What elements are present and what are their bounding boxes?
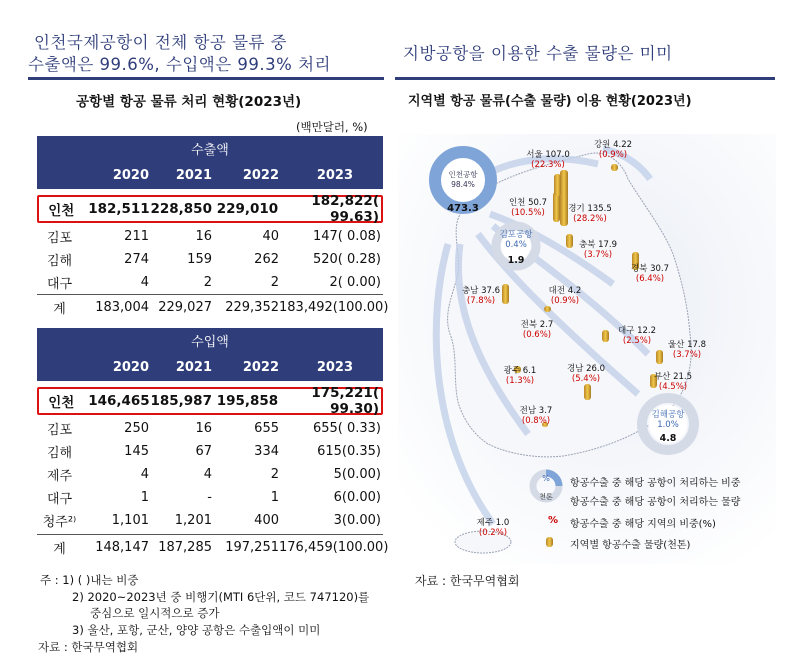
table-row — [37, 486, 383, 509]
table-cell: 197,251 — [225, 540, 279, 555]
legend-airport-volume: 항공수출 중 해당 공항이 처리하는 물량 — [570, 497, 741, 508]
region-label-jeonnam: 전남 3.7 (0.8%) — [519, 406, 553, 426]
region-label-jeju: 제주 1.0 (0.2%) — [476, 518, 510, 538]
right-headline: 지방공항을 이용한 수출 물량은 미미 — [403, 44, 673, 63]
table-cell: 159 — [187, 252, 212, 267]
table-title: 공항별 항공 물류 처리 현황(2023년) — [76, 94, 302, 110]
left-headline-line1: 인천국제공항이 전체 항공 물류 중 — [34, 33, 288, 52]
table-cell: 4 — [140, 275, 149, 290]
table-cell: 334 — [254, 444, 279, 459]
table-cell: 229,027 — [158, 300, 212, 315]
table-cell: 175,221( 99.30) — [311, 385, 379, 417]
gimhae-airport-value: 4.8 — [659, 433, 677, 444]
region-label-ulsan: 울산 17.8 (3.7%) — [667, 340, 707, 360]
unit-label: (백만달러, %) — [296, 120, 368, 134]
row-label: 대구 — [46, 277, 73, 292]
legend-coin — [546, 537, 553, 547]
table-cell: 228,850 — [150, 201, 212, 217]
table-cell: 520( 0.28) — [312, 252, 381, 267]
row-label: 김해 — [46, 254, 73, 269]
coin-stack-gyeonggi — [554, 174, 561, 196]
table-cell: 262 — [254, 252, 279, 267]
table-cell: 229,010 — [216, 201, 279, 217]
year-cell: 2021 — [175, 167, 212, 183]
year-cell: 2022 — [242, 359, 279, 375]
legend-donut-ton: 천톤 — [539, 493, 553, 501]
import-total-row — [37, 534, 389, 560]
table-cell: 183,004 — [95, 300, 149, 315]
region-label-gyeongbuk: 경북 30.7 (6.4%) — [630, 264, 670, 284]
region-label-jeonbuk: 전북 2.7 (0.6%) — [520, 320, 554, 340]
note-line: 주 : 1) ( )내는 비중 — [40, 573, 139, 587]
table-cell: 5(0.00) — [333, 467, 381, 482]
legend-percent-symbol: % — [548, 515, 559, 526]
table-cell: 1,101 — [111, 513, 149, 528]
year-cell: 2023 — [316, 167, 353, 183]
table-row — [37, 440, 383, 463]
import-year-header — [37, 353, 383, 381]
map-title: 지역별 항공 물류(수출 물량) 이용 현황(2023년) — [408, 94, 692, 109]
table-cell: 147( 0.08) — [312, 229, 381, 244]
region-label-gyeonggi: 경기 135.5 (28.2%) — [568, 204, 612, 224]
region-label-gangwon: 강원 4.22 (0.9%) — [593, 140, 633, 160]
year-cell: 2020 — [112, 167, 149, 183]
table-cell: 145 — [124, 444, 149, 459]
coin-stack-incheon — [553, 192, 560, 222]
row-label: 김포 — [46, 423, 73, 438]
region-label-gyeongnam: 경남 26.0 (5.4%) — [566, 364, 606, 384]
import-band: 수입액 — [37, 328, 383, 353]
region-label-seoul: 서울 107.0 (22.3%) — [526, 150, 570, 170]
table-cell: 655( 0.33) — [312, 421, 381, 436]
table-cell: 4 — [140, 467, 149, 482]
table-cell: 16 — [195, 421, 212, 436]
note-line: 3) 울산, 포항, 군산, 양양 공항은 수출입액이 미미 — [72, 623, 321, 637]
table-cell: 1 — [270, 490, 279, 505]
table-cell: 229,352 — [225, 300, 279, 315]
map-panel — [398, 134, 776, 564]
legend-donut-pct: % — [542, 474, 550, 483]
region-label-chungnam: 충남 37.6 (7.8%) — [461, 286, 501, 306]
incheon-airport-value: 473.3 — [447, 203, 479, 214]
region-label-gwangju: 광주 6.1 (1.3%) — [503, 366, 537, 386]
table-cell: 655 — [254, 421, 279, 436]
table-cell: 211 — [124, 229, 149, 244]
export-incheon-row — [37, 195, 383, 223]
table-cell: 6(0.00) — [333, 490, 381, 505]
row-label: 제주 — [46, 469, 73, 484]
table-cell: 615(0.35) — [317, 444, 381, 459]
table-cell: 182,511 — [88, 201, 150, 217]
incheon-airport-label: 인천공항 98.4% — [448, 170, 478, 189]
table-cell: 2 — [203, 275, 212, 290]
source-right: 자료 : 한국무역협회 — [415, 574, 520, 588]
table-row — [37, 248, 383, 271]
row-label: 대구 — [46, 492, 73, 507]
left-headline-line2: 수출액은 99.6%, 수입액은 99.3% 처리 — [28, 55, 331, 74]
region-label-chungbuk: 충북 17.9 (3.7%) — [578, 240, 618, 260]
table-cell: 4 — [203, 467, 212, 482]
row-label: 김포 — [46, 231, 73, 246]
year-cell: 2021 — [175, 359, 212, 375]
table-cell: 2 — [270, 275, 279, 290]
export-year-header — [37, 161, 383, 189]
coin-stack-daegu — [602, 330, 609, 342]
export-band: 수출액 — [37, 136, 383, 161]
row-label: 청주²⁾ — [42, 515, 77, 530]
export-total-row — [37, 294, 389, 320]
import-table — [37, 328, 389, 560]
legend-region-volume: 지역별 항공수출 물량(천톤) — [570, 540, 691, 551]
table-cell: 400 — [254, 513, 279, 528]
table-cell: 183,492(100.00) — [279, 300, 389, 315]
region-label-busan: 부산 21.5 (4.5%) — [653, 372, 693, 392]
table-cell: 1,201 — [174, 513, 212, 528]
row-label: 김해 — [46, 446, 73, 461]
source-left: 자료 : 한국무역협회 — [38, 640, 139, 654]
note-line: 2) 2020~2023년 중 비행기(MTI 6단위, 코드 747120)를 — [72, 590, 370, 604]
year-cell: 2020 — [112, 359, 149, 375]
table-cell: 148,147 — [95, 540, 149, 555]
coin-stack-chungbuk — [566, 234, 573, 248]
table-cell: 1 — [140, 490, 149, 505]
table-cell: 146,465 — [88, 393, 150, 409]
row-label: 계 — [53, 302, 66, 317]
table-cell: 16 — [195, 229, 212, 244]
table-cell: 187,285 — [158, 540, 212, 555]
legend-airport-share: 항공수출 중 해당 공항이 처리하는 비중 — [570, 478, 741, 489]
table-cell: 67 — [195, 444, 212, 459]
row-label: 인천 — [48, 203, 75, 219]
table-cell: 182,822( 99.63) — [311, 193, 379, 225]
table-cell: - — [207, 490, 212, 505]
table-row — [37, 509, 383, 532]
right-headline-box — [395, 0, 775, 80]
gimhae-airport-label: 김해공항 1.0% — [651, 410, 685, 430]
table-cell: 2 — [270, 467, 279, 482]
table-cell: 3(0.00) — [333, 513, 381, 528]
table-cell: 185,987 — [150, 393, 212, 409]
export-table — [37, 136, 389, 320]
legend-region-share: 항공수출 중 해당 지역의 비중(%) — [570, 519, 716, 530]
table-row — [37, 225, 383, 248]
left-headline-box — [28, 0, 384, 80]
year-cell: 2023 — [316, 359, 353, 375]
row-label: 인천 — [48, 395, 75, 411]
table-cell: 250 — [124, 421, 149, 436]
table-cell: 195,858 — [216, 393, 279, 409]
table-cell: 2( 0.00) — [329, 275, 381, 290]
table-cell: 274 — [124, 252, 149, 267]
table-row — [37, 271, 383, 294]
table-cell: 40 — [262, 229, 279, 244]
region-label-incheon: 인천 50.7 (10.5%) — [508, 198, 548, 218]
table-cell: 176,459(100.00) — [279, 540, 389, 555]
year-cell: 2022 — [242, 167, 279, 183]
gimpo-airport-value: 1.9 — [507, 255, 525, 266]
coin-stack-gangwon — [611, 164, 618, 171]
row-label: 계 — [53, 542, 66, 557]
region-label-daegu: 대구 12.2 (2.5%) — [617, 326, 657, 346]
table-row — [37, 463, 383, 486]
import-incheon-row — [37, 387, 383, 415]
gimpo-airport-label: 김포공항 0.4% — [499, 230, 533, 250]
region-label-daejeon: 대전 4.2 (0.9%) — [548, 286, 582, 306]
coin-stack-gyeongnam — [584, 384, 591, 400]
coin-stack-ulsan — [656, 350, 663, 364]
note-line: 중심으로 일시적으로 증가 — [90, 606, 220, 620]
table-row — [37, 417, 383, 440]
coin-stack-daejeon — [544, 306, 551, 312]
